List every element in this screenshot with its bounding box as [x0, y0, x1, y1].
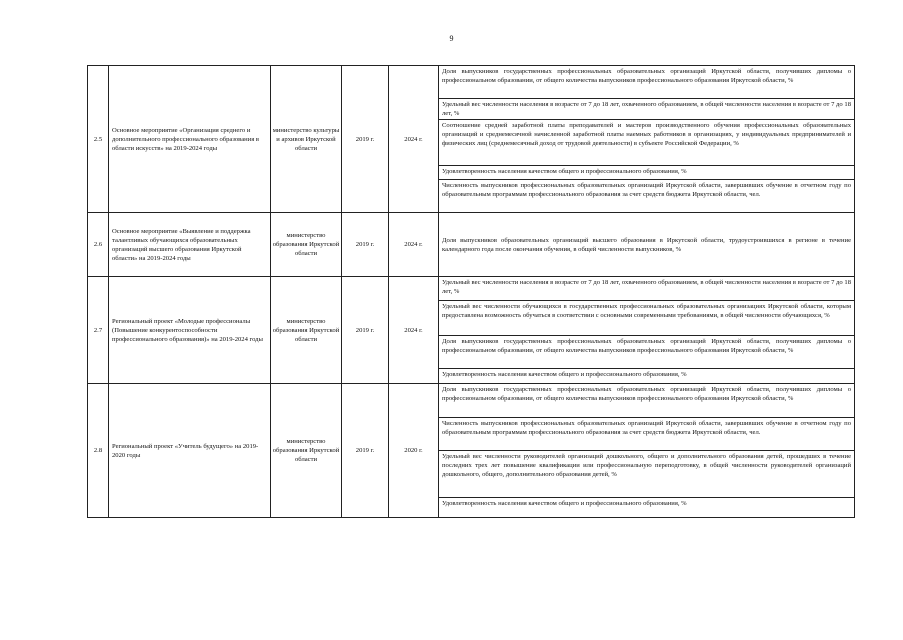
indicator-text: Доля выпускников государственных профессиональных образовательных организаций Иркутской области, получивших дипломы о профессиональном образовании, от общего количества выпускников профессионального образования Иркутской области, % — [442, 68, 851, 84]
indicator-list — [439, 384, 854, 517]
responsible-body: министерство образования Иркутской области — [271, 384, 342, 518]
start-year: 2019 г. — [342, 277, 389, 384]
indicator-item — [439, 450, 854, 497]
indicator-item — [439, 368, 854, 383]
end-year: 2024 г. — [389, 66, 439, 213]
activity-name: Региональный проект «Молодые профессионалы (Повышение конкурентоспособности профессионального образования)» на 2019-2024 годы — [109, 277, 271, 384]
indicator-item — [439, 165, 854, 179]
indicator-item — [439, 384, 854, 417]
indicator-item — [439, 119, 854, 165]
indicator-text: Удельный вес численности руководителей организаций дошкольного, общего и дополнительного образования детей, прошедших в течение последних трех лет повышение квалификации или профессиональную переподготовку, в общей численности руководителей организаций дошкольного, общего, дополнительного образования детей, % — [442, 453, 851, 478]
indicator-item — [439, 497, 854, 517]
indicator-item — [439, 98, 854, 119]
program-activities-table — [87, 65, 855, 518]
indicator-item — [439, 277, 854, 300]
row-number: 2.6 — [88, 213, 109, 277]
responsible-body: министерство образования Иркутской области — [271, 277, 342, 384]
indicators-cell — [439, 384, 855, 518]
indicator-text: Доля выпускников образовательных организаций высшего образования в Иркутской области, трудоустроившихся в регионе в течение календарного года после окончания обучения, в общей численности выпускников, % — [442, 236, 851, 253]
indicator-text: Удельный вес численности населения в возрасте от 7 до 18 лет, охваченного образованием, в общей численности населения в возрасте от 7 до 18 лет, % — [442, 279, 851, 295]
indicator-list — [439, 213, 854, 276]
indicator-item — [439, 417, 854, 450]
indicator-text: Доля выпускников государственных профессиональных образовательных организаций Иркутской области, получивших дипломы о профессиональном образовании, от общего количества выпускников профессионального образования Иркутской области, % — [442, 338, 851, 354]
page-number: 9 — [449, 34, 454, 43]
responsible-body: министерство образования Иркутской области — [271, 213, 342, 277]
table-row — [88, 277, 855, 384]
table-row — [88, 66, 855, 213]
indicator-text: Соотношение средней заработной платы преподавателей и мастеров производственного обучения профессиональных образовательных организаций и среднемесячной начисленной заработной платы наемных работников в организациях, у индивидуальных предпринимателей и физических лиц (среднемесячный доход от трудовой деятельности) в субъекте Российской Федерации, % — [442, 122, 851, 147]
end-year: 2024 г. — [389, 277, 439, 384]
indicator-text: Численность выпускников профессиональных образовательных организаций Иркутской области, завершивших обучение в отчетном году по образовательным программам профессионального образования за счет средств бюджета Иркутской области, чел. — [442, 182, 851, 198]
table-row — [88, 213, 855, 277]
indicator-item — [439, 213, 854, 276]
start-year: 2019 г. — [342, 66, 389, 213]
activity-name: Основное мероприятие «Организация среднего и дополнительного профессионального образования в области искусств» на 2019-2024 годы — [109, 66, 271, 213]
start-year: 2019 г. — [342, 213, 389, 277]
indicator-text: Доля выпускников государственных профессиональных образовательных организаций Иркутской области, получивших дипломы о профессиональном образовании, от общего количества выпускников профессионального образования Иркутской области, % — [442, 386, 851, 402]
responsible-body: министерство культуры и архивов Иркутской области — [271, 66, 342, 213]
row-number: 2.7 — [88, 277, 109, 384]
end-year: 2020 г. — [389, 384, 439, 518]
indicators-cell — [439, 66, 855, 213]
table-row — [88, 384, 855, 518]
indicator-item — [439, 66, 854, 98]
indicator-item — [439, 179, 854, 212]
indicator-item — [439, 335, 854, 368]
indicator-text: Удовлетворенность населения качеством общего и профессионального образования, % — [442, 500, 687, 507]
indicator-text: Численность выпускников профессиональных образовательных организаций Иркутской области, завершивших обучение в отчетном году по образовательным программам профессионального образования за счет средств бюджета Иркутской области, чел. — [442, 420, 851, 436]
activity-name: Основное мероприятие «Выявление и поддержка талантливых обучающихся образовательных организаций высшего образования Иркутской области» на 2019-2024 годы — [109, 213, 271, 277]
indicator-text: Удовлетворенность населения качеством общего и профессионального образования, % — [442, 168, 687, 175]
end-year: 2024 г. — [389, 213, 439, 277]
indicators-cell — [439, 277, 855, 384]
indicator-text: Удовлетворенность населения качеством общего и профессионального образования, % — [442, 371, 687, 378]
row-number: 2.5 — [88, 66, 109, 213]
row-number: 2.8 — [88, 384, 109, 518]
indicators-cell — [439, 213, 855, 277]
indicator-text: Удельный вес численности населения в возрасте от 7 до 18 лет, охваченного образованием, в общей численности населения в возрасте от 7 до 18 лет, % — [442, 101, 851, 117]
indicator-list — [439, 66, 854, 212]
start-year: 2019 г. — [342, 384, 389, 518]
indicator-list — [439, 277, 854, 383]
activity-name: Региональный проект «Учитель будущего» на 2019-2020 годы — [109, 384, 271, 518]
indicator-text: Удельный вес численности обучающихся в государственных профессиональных образовательных организациях Иркутской области, которым предоставлена возможность обучаться в соответствии с основными современными требованиями, в общей численности обучающихся, % — [442, 303, 851, 319]
indicator-item — [439, 300, 854, 335]
